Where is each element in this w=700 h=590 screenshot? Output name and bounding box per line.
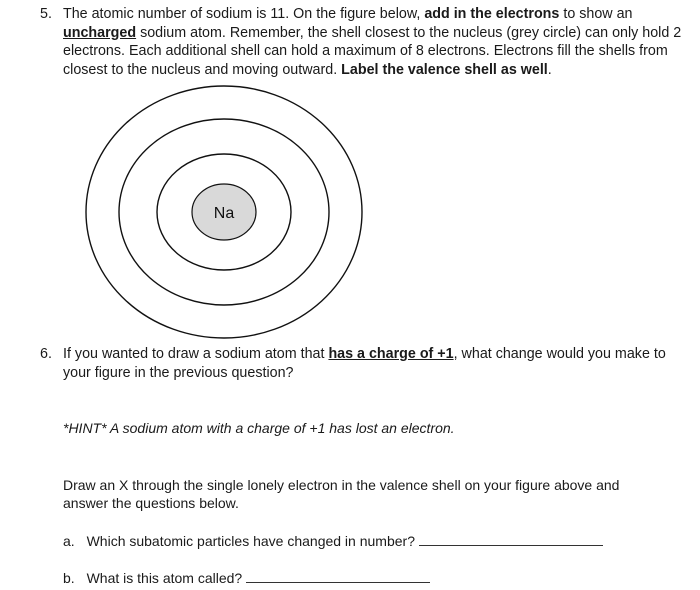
q5-line-1 (63, 5, 683, 24)
q6-line-1 (63, 345, 683, 364)
answer-blank-a[interactable] (419, 533, 603, 546)
instruction-line-1: Draw an X through the single lonely electron in the valence shell on your figure above and (63, 477, 620, 493)
nucleus-label: Na (213, 205, 235, 222)
q5-line-3: electrons. Each additional shell can hold a maximum of 8 electrons. Electrons fill the shells from (63, 43, 668, 59)
q5-line-1-a: The atomic number of sodium is 11. On the figure below, (63, 6, 425, 22)
q5-bold-add-electrons: add in the electrons (424, 6, 560, 22)
question-5-number: 5. (40, 6, 52, 22)
question-5-text (63, 5, 683, 79)
sub-question-a (63, 532, 603, 550)
q5-uncharged: uncharged (63, 24, 137, 41)
hint-text: *HINT* A sodium atom with a charge of +1 has lost an electron. (63, 420, 455, 436)
q5-line-2 (63, 24, 683, 43)
q5-line-2-b: sodium atom. Remember, the shell closest to the nucleus (grey circle) can only hold 2 (136, 24, 682, 41)
question-6-text (63, 345, 683, 382)
q6-line-1-a: If you wanted to draw a sodium atom that (63, 346, 329, 362)
q6-line-1-c: , what change would you make to (453, 346, 666, 362)
q5-line-1-c: to show an (559, 6, 633, 22)
q5-line-4-a: closest to the nucleus and moving outward. (63, 61, 342, 78)
sub-question-a-label: a. (63, 533, 75, 549)
q5-line-4-c: . (547, 61, 552, 78)
q6-charge-plus-one: has a charge of +1 (328, 346, 454, 362)
sub-question-b (63, 569, 430, 587)
instruction-line-2: answer the questions below. (63, 495, 239, 511)
sub-question-b-text: What is this atom called? (86, 570, 243, 586)
sub-question-b-label: b. (63, 570, 75, 586)
answer-blank-b[interactable] (246, 570, 430, 583)
q6-line-2: your figure in the previous question? (63, 364, 294, 381)
sub-question-a-text: Which subatomic particles have changed in number? (86, 533, 415, 549)
q5-bold-label-valence: Label the valence shell as well (341, 61, 548, 78)
q5-line-4 (63, 61, 683, 80)
question-6-number: 6. (40, 346, 52, 362)
sodium-atom-figure[interactable] (40, 80, 400, 350)
